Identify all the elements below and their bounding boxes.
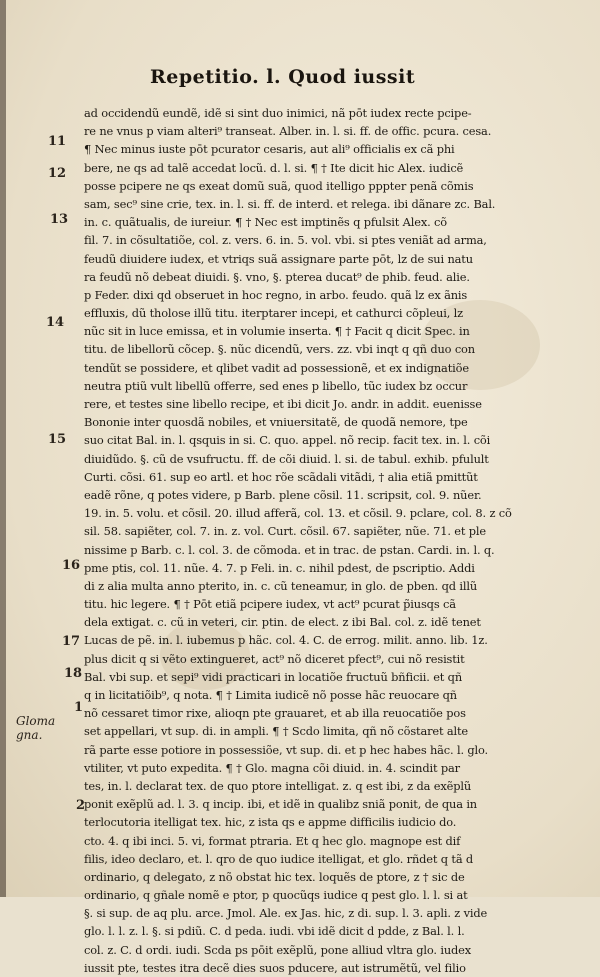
text-line: iussit pte, testes itra decẽ dies suos pducere, aut istrumẽtũ, vel filio <box>84 960 466 975</box>
text-line: rã parte esse potiore in possessiõe, vt sup. di. et p hec habes hãc. l. glo. <box>84 742 489 757</box>
margin-number: 12 <box>48 166 67 181</box>
text-line: feudũ diuidere iudex, et vtriqs suã assignare parte pōt, lz de sui natu <box>84 251 473 266</box>
text-line: ¶ Nec minus iuste pōt pcurator cesaris, aut ali⁹ officialis ex cã phi <box>84 142 455 157</box>
text-line: 19. in. 5. volu. et cõsil. 20. illud afferã, col. 13. et cõsil. 9. pclare, col. 8. z cõ <box>84 506 512 521</box>
text-line: diuidũdo. §. cũ de vsufructu. ff. de cõi diuid. l. si. de tabul. exhib. pfulult <box>84 451 489 466</box>
text-line: in. c. quãtualis, de iureiur. ¶ † Nec est imptinẽs q pfulsit Alex. cõ <box>84 215 447 230</box>
text-line: vtiliter, vt puto expedita. ¶ † Glo. magna cõi diuid. in. 4. scindit par <box>84 760 460 775</box>
text-line: nũc sit in luce emissa, et in volumie inserta. ¶ † Facit q dicit Spec. in <box>84 324 470 339</box>
text-line: filis, ideo declaro, et. l. qro de quo iudice itelligat, et glo. rñdet q tã d <box>84 851 474 866</box>
margin-number: 1 <box>74 700 84 715</box>
text-line: titu. de libellorũ cõcep. §. nũc dicendũ, vers. zz. vbi inqt q qñ duo con <box>84 342 475 357</box>
text-line: rere, et testes sine libello recipe, et ibi dicit Jo. andr. in addit. euenisse <box>84 397 482 411</box>
text-line: pme ptis, col. 11. nũe. 4. 7. p Feli. in. c. nihil pdest, de pscriptio. Addi <box>84 560 475 575</box>
text-line: sam, sec⁹ sine crie, tex. in. l. si. ff. de interd. et relega. ibi dãnare zc. Bal. <box>84 196 496 211</box>
text-line: posse pcipere ne qs exeat domũ suã, quod itelligo pppter penã cõmis <box>84 178 474 193</box>
margin-number: 16 <box>62 558 81 573</box>
text-line: Bal. vbi sup. et sepi⁹ vidi practicari in locatiõe fructuũ bñficii. et qñ <box>84 669 463 684</box>
text-line: Curti. cõsi. 61. sup eo artl. et hoc rõe scãdali vitãdi, † alia etiã pmittũt <box>84 469 478 484</box>
margin-number: 11 <box>48 134 67 149</box>
page-edge-shadow <box>0 0 6 897</box>
text-line: plus dicit q si vẽto extingueret, act⁹ nõ diceret pfect⁹, cui nõ resistit <box>84 651 465 666</box>
margin-number: 15 <box>48 432 67 447</box>
text-line: terlocutoria itelligat tex. hic, z ista qs e appme difficilis iudicio do. <box>84 815 457 830</box>
text-line: ponit exẽplũ ad. l. 3. q incip. ibi, et idẽ in qualibz sniã ponit, de qua in <box>84 797 477 812</box>
text-column <box>84 104 584 977</box>
margin-gloss-note: Gloma gna. <box>16 714 56 742</box>
text-line: eadẽ rõne, q potes videre, p Barb. plene cõsil. 11. scripsit, col. 9. nũer. <box>84 487 482 502</box>
margin-number: 13 <box>50 212 69 227</box>
text-line: bere, ne qs ad talẽ accedat locũ. d. l. si. ¶ † Ite dicit hic Alex. iudicẽ <box>84 160 464 175</box>
text-line: nõ cessaret timor rixe, alioqn pte grauaret, et ab illa reuocatiõe pos <box>84 706 466 721</box>
margin-number: 18 <box>64 666 83 681</box>
margin-number: 17 <box>62 634 81 649</box>
text-line: Bononie inter quosdã nobiles, et vniuersitatẽ, de quodã nemore, tpe <box>84 415 468 430</box>
text-line: ad occidendũ eundẽ, idẽ si sint duo inimici, nã pōt iudex recte pcipe- <box>84 106 472 120</box>
text-line: ordinario, q delegato, z nõ obstat hic tex. loquẽs de ptore, z † sic de <box>84 869 465 884</box>
margin-number: 2 <box>76 798 86 813</box>
text-line: q in licitatiõib⁹, q nota. ¶ † Limita iudicẽ nõ posse hãc reuocare qñ <box>84 688 457 702</box>
text-line: ra feudũ nõ debeat diuidi. §. vno, §. pterea ducat⁹ de phib. feud. alie. <box>84 269 470 284</box>
text-line: titu. hic legere. ¶ † Pōt etiã pcipere iudex, vt act⁹ pcurat p̃iusqs cã <box>84 597 456 612</box>
text-line: col. z. C. d ordi. iudi. Scda ps pōit exẽplũ, pone alliud vltra glo. iudex <box>84 942 472 957</box>
text-line: nissime p Barb. c. l. col. 3. de cõmoda. et in trac. de pstan. Cardi. in. l. q. <box>84 542 495 557</box>
text-line: neutra ptiũ vult libellũ offerre, sed enes p libello, tũc iudex bz occur <box>84 378 468 393</box>
text-line: dela extigat. c. cũ in veteri, cir. ptin. de elect. z ibi Bal. col. z. idẽ tenet <box>84 615 481 630</box>
text-line: re ne vnus p viam alteri⁹ transeat. Alber. in. l. si. ff. de offic. pcura. cesa. <box>84 124 492 139</box>
text-line: set appellari, vt sup. di. in ampli. ¶ † Scdo limita, qñ nõ cõstaret alte <box>84 724 469 739</box>
text-line: tendũt se possidere, et qlibet vadit ad possessionẽ, et ex indignatiõe <box>84 360 469 375</box>
text-line: tes, in. l. declarat tex. de quo ptore intelligat. z. q est ibi, z da exẽplũ <box>84 778 472 793</box>
text-line: ordinario, q gñale nomẽ e ptor, p quocũqs iudice q pest glo. l. l. si at <box>84 888 468 903</box>
text-line: sil. 58. sapiẽter, col. 7. in. z. vol. Curt. cõsil. 67. sapiẽter, nũe. 71. et ple <box>84 524 487 539</box>
text-line: cto. 4. q ibi inci. 5. vi, format ptraria. Et q hec glo. magnope est dif <box>84 833 461 848</box>
text-line: effluxis, dũ tholose illũ titu. iterptarer incepi, et cathurci cõpleui, lz <box>84 306 464 321</box>
text-line: fil. 7. in cõsultatiõe, col. z. vers. 6. in. 5. vol. vbi. si ptes veniãt ad arma, <box>84 233 487 248</box>
text-line: suo citat Bal. in. l. qsquis in si. C. quo. appel. nõ recip. facit tex. in. l. cõi <box>84 433 491 448</box>
margin-number: 14 <box>46 315 65 330</box>
text-line: Lucas de pẽ. in. l. iubemus p hãc. col. 4. C. de errog. milit. anno. lib. 1z. <box>84 633 488 648</box>
text-line: §. si sup. de aq plu. arce. Jmol. Ale. ex Jas. hic, z di. sup. l. 3. apli. z vide <box>84 906 488 921</box>
text-line: di z alia multa anno pterito, in. c. cũ teneamur, in glo. de pben. qd illũ <box>84 578 478 593</box>
text-line: glo. l. l. z. l. §. si pdiũ. C. d peda. iudi. vbi idẽ dicit d pdde, z Bal. l. l. <box>84 924 465 939</box>
running-head: Repetitio. l. Quod iussit <box>150 66 416 88</box>
text-line: p Feder. dixi qd obseruet in hoc regno, in arbo. feudo. quã lz ex ãnis <box>84 287 468 302</box>
